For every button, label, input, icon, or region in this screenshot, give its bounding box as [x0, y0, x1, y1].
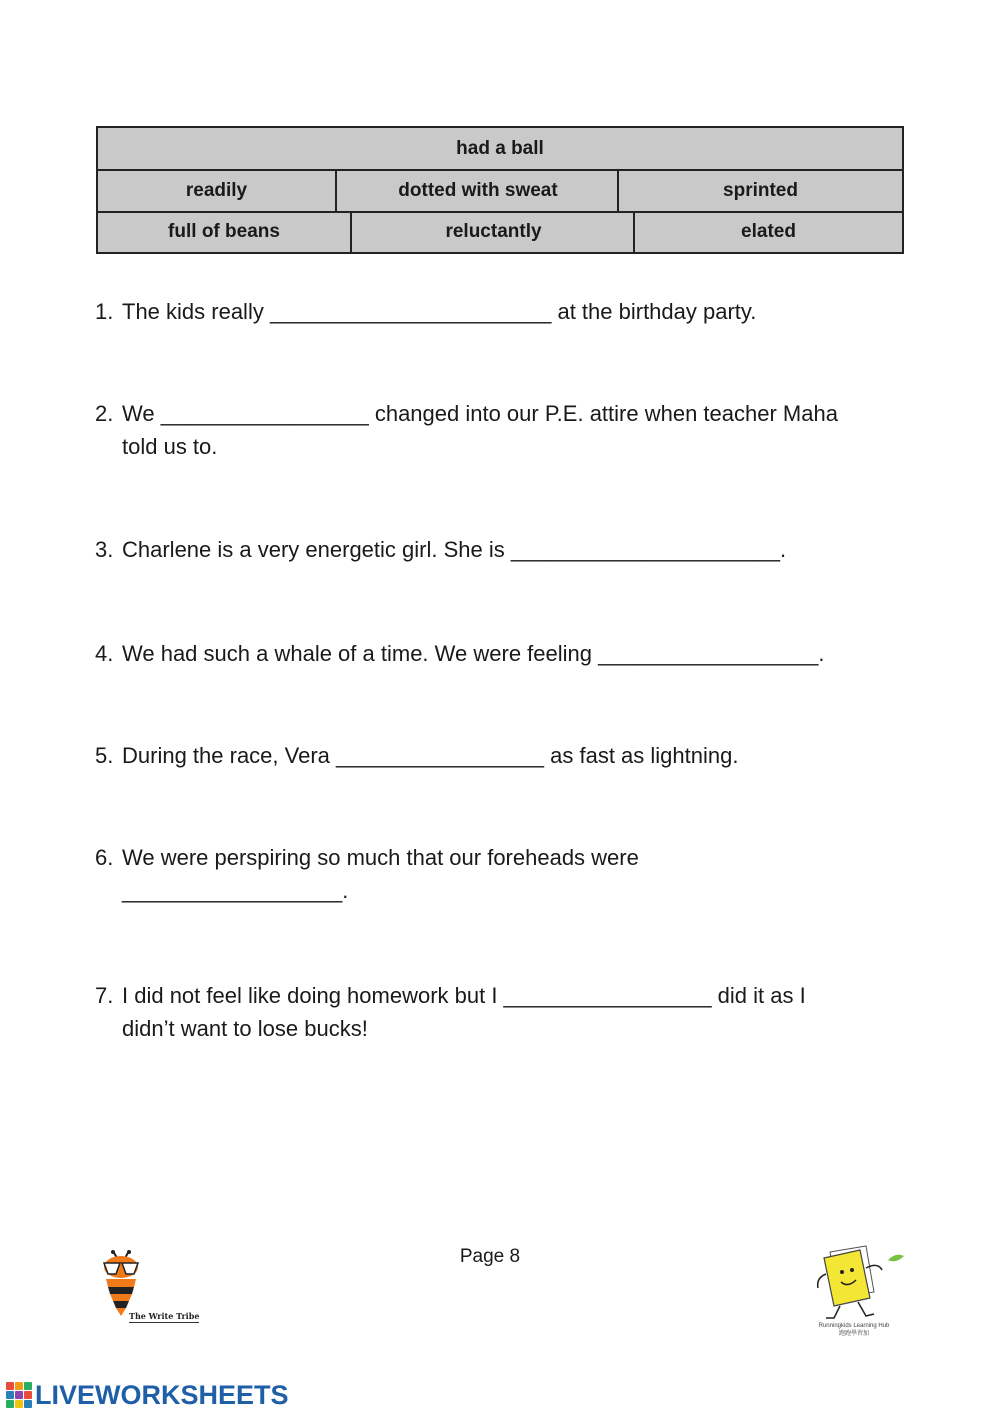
word-bank-cell: had a ball — [456, 137, 544, 159]
question-text: I did not feel like doing homework but I _________________ did it as I — [122, 983, 806, 1008]
word-bank-cell: readily — [185, 179, 248, 201]
question-number: 2. — [95, 401, 114, 426]
page-number: Page 8 — [459, 1246, 521, 1267]
question-number: 5. — [95, 743, 114, 768]
question-text: During the race, Vera _________________ as fast as lightning. — [122, 743, 739, 768]
question-7 — [95, 979, 915, 1045]
book-caption-line: 跑跑學習加 — [838, 1331, 869, 1337]
question-text-continued: __________________. — [122, 878, 349, 903]
question-number: 7. — [95, 983, 114, 1008]
question-1 — [95, 295, 915, 328]
question-number: 4. — [95, 641, 114, 666]
question-number: 1. — [95, 299, 114, 324]
question-number: 3. — [95, 537, 114, 562]
word-bank-cell: reluctantly — [350, 212, 635, 252]
question-6 — [95, 841, 915, 907]
question-3 — [95, 533, 915, 566]
question-number: 6. — [95, 845, 114, 870]
book-logo-caption — [808, 1322, 900, 1338]
question-5 — [95, 739, 915, 772]
word-bank-cell: dotted with sweat — [335, 170, 619, 211]
question-4 — [95, 637, 915, 670]
word-bank-cell: sprinted — [617, 170, 902, 211]
word-bank-row — [98, 128, 902, 171]
question-text: The kids really _______________________ at the birthday party. — [122, 299, 757, 324]
word-bank-cell: elated — [633, 212, 902, 252]
word-bank-row — [98, 212, 902, 252]
book-mascot-icon — [808, 1244, 908, 1324]
question-text: We _________________ changed into our P.E. attire when teacher Maha — [122, 401, 838, 426]
book-caption-line: Runningkids Learning Hub — [818, 1323, 890, 1329]
question-text: We were perspiring so much that our foreheads were — [122, 845, 639, 870]
bee-logo-caption: The Write Tribe — [129, 1311, 200, 1321]
question-text: We had such a whale of a time. We were feeling __________________. — [122, 641, 825, 666]
brand-name: LIVEWORKSHEETS — [35, 1379, 289, 1410]
word-bank-cell: full of beans — [168, 221, 280, 242]
question-text: Charlene is a very energetic girl. She is ______________________. — [122, 537, 787, 562]
question-text-continued: didn’t want to lose bucks! — [122, 1016, 368, 1041]
liveworksheets-brand — [6, 1380, 289, 1410]
question-text-continued: told us to. — [122, 434, 218, 459]
word-bank-table — [96, 126, 904, 254]
word-bank-row — [98, 170, 902, 213]
question-2 — [95, 397, 915, 463]
liveworksheets-logo-icon — [6, 1382, 32, 1408]
